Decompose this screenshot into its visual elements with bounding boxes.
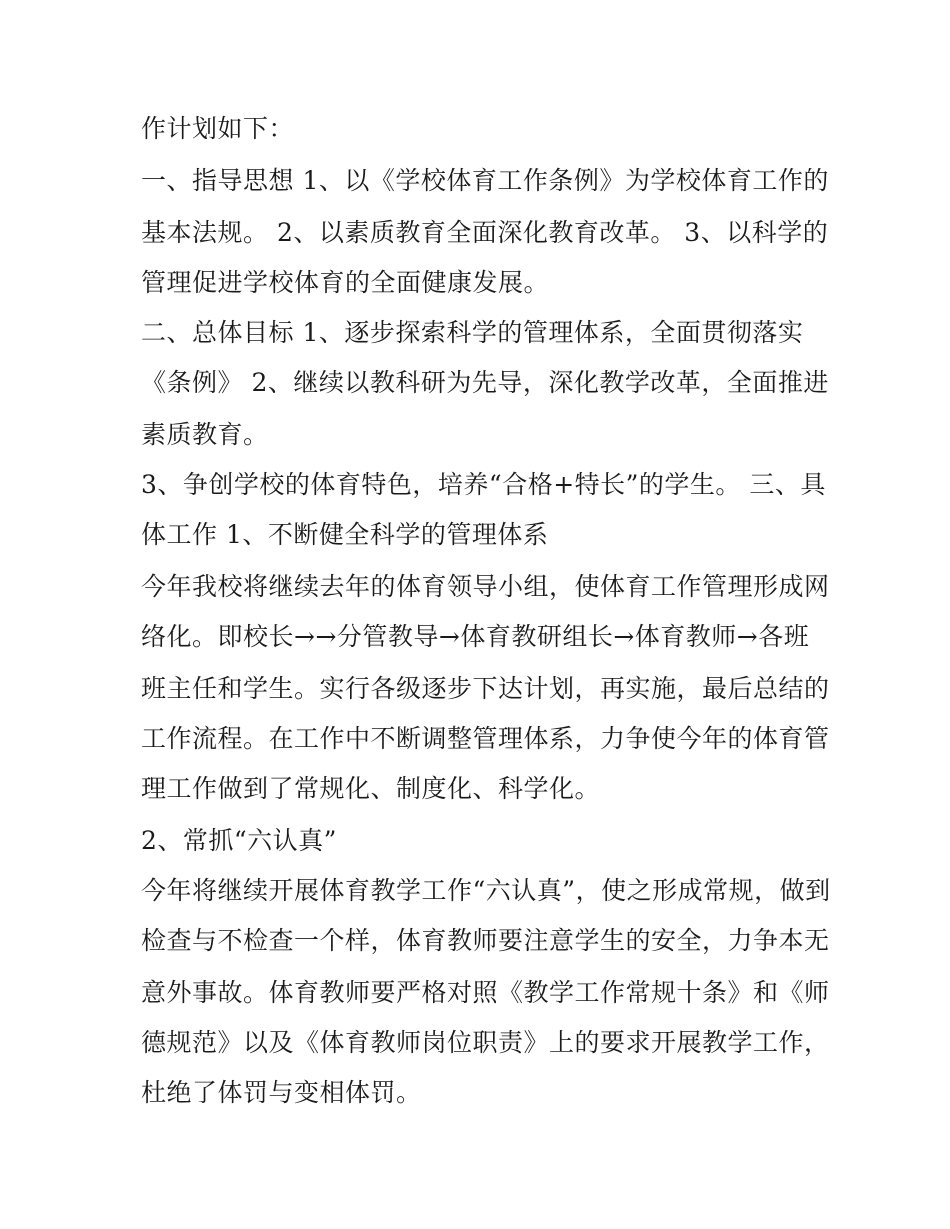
text-line: 意外事故。体育教师要严格对照《教学工作常规十条》和《师	[141, 978, 830, 1007]
text-line: 3、争创学校的体育特色，培养“合格+特长”的学生。 三、具	[141, 470, 826, 499]
text-line: 络化。即校长→→分管教导→体育教研组长→体育教师→各班	[141, 622, 810, 651]
text-line: 理工作做到了常规化、制度化、科学化。	[141, 774, 601, 803]
text-line: 管理促进学校体育的全面健康发展。	[141, 268, 550, 297]
text-line: 《条例》 2、继续以教科研为先导，深化教学改革，全面推进	[141, 368, 829, 397]
text-line: 检查与不检查一个样，体育教师要注意学生的安全，力争本无	[141, 926, 830, 955]
text-line: 基本法规。 2、以素质教育全面深化教育改革。 3、以科学的	[141, 218, 829, 247]
text-line: 作计划如下：	[141, 114, 295, 143]
text-line: 德规范》以及《体育教师岗位职责》上的要求开展教学工作，	[141, 1028, 830, 1057]
text-line: 素质教育。	[141, 420, 269, 449]
text-line: 2、常抓“六认真”	[141, 826, 337, 855]
text-line: 今年将继续开展体育教学工作“六认真”，使之形成常规，做到	[141, 876, 831, 905]
text-line: 班主任和学生。实行各级逐步下达计划，再实施，最后总结的	[141, 674, 830, 703]
text-line: 体工作 1、不断健全科学的管理体系	[141, 520, 549, 549]
text-line: 今年我校将继续去年的体育领导小组，使体育工作管理形成网	[141, 572, 830, 601]
text-line: 一、指导思想 1、以《学校体育工作条例》为学校体育工作的	[141, 166, 829, 195]
text-line: 杜绝了体罚与变相体罚。	[141, 1078, 422, 1107]
text-line: 二、总体目标 1、逐步探索科学的管理体系，全面贯彻落实	[141, 318, 804, 347]
text-line: 工作流程。在工作中不断调整管理体系，力争使今年的体育管	[141, 724, 830, 753]
